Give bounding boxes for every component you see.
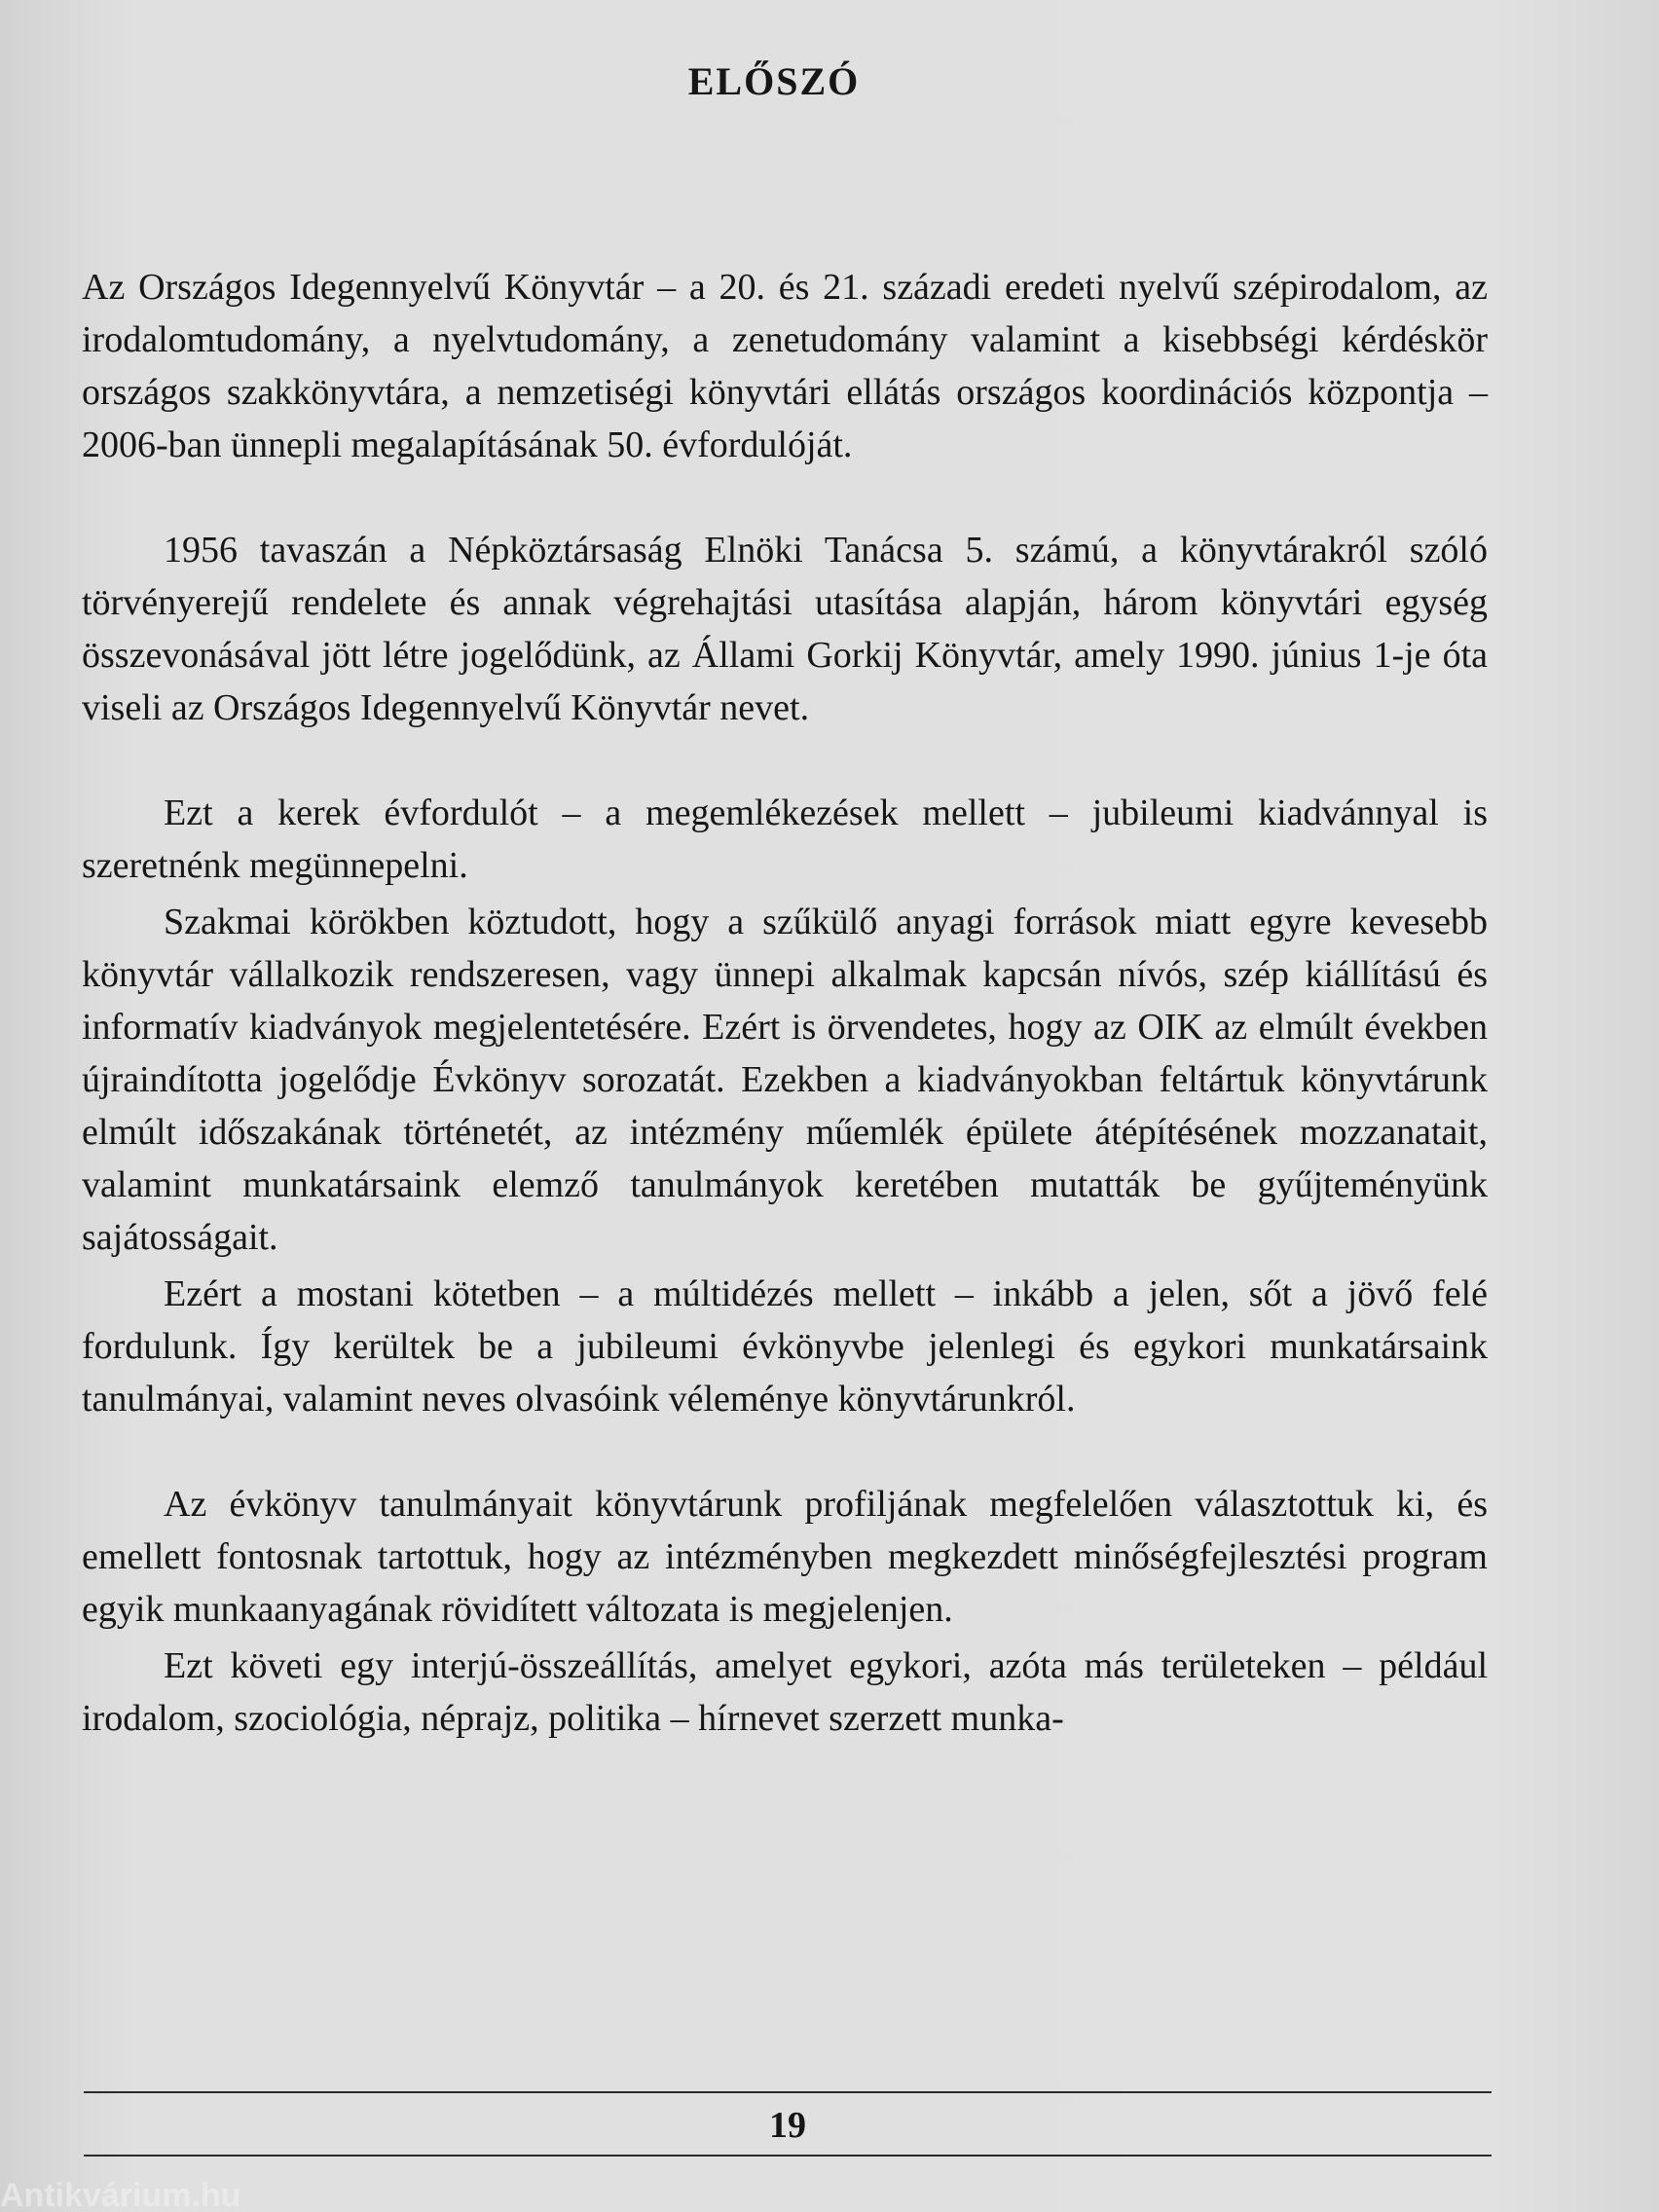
footer-rule-top [84, 2091, 1492, 2093]
page-number: 19 [769, 2105, 806, 2146]
paragraph-4: Szakmai körökben köztudott, hogy a szűkülő anyagi források miatt egyre kevesebb könyvtár vállalkozik rendszeresen, vagy ünnepi alkalmak kapcsán nívós, szép kiállítású és informatív kiadványok megjelentetésére. Ezért is örvendetes, hogy az OIK az elmúlt években újraindította jogelődje Évkönyv sorozatát. Ezekben a kiadványokban feltártuk könyvtárunk elmúlt időszakának történetét, az intézmény műemlék épülete átépítésének mozzanatait, valamint munkatársaink elemző tanulmányok keretében mutatták be gyűjteményünk sajátosságait. [82, 902, 1488, 1258]
paragraph-3: Ezt a kerek évfordulót – a megemlékezések mellett – jubileumi kiadvánnyal is szeretnénk megünnepelni. [82, 793, 1488, 886]
body-text [82, 261, 1488, 1745]
paragraph-1: Az Országos Idegennyelvű Könyvtár – a 20. és 21. századi eredeti nyelvű szépirodalom, az irodalomtudomány, a nyelvtudomány, a zenetudomány valamint a kisebbségi kérdéskör országos szakkönyvtára, a nemzetiségi könyvtári ellátás országos koordinációs központja – 2006-ban ünnepli megalapításának 50. évfordulóját. [82, 267, 1488, 465]
paragraph-7: Ezt követi egy interjú-összeállítás, amelyet egykori, azóta más területeken – például irodalom, szociológia, néprajz, politika – hírnevet szerzett munka- [82, 1645, 1488, 1739]
paragraph-2: 1956 tavaszán a Népköztársaság Elnöki Tanácsa 5. számú, a könyvtárakról szóló törvényerejű rendelete és annak végrehajtási utasítása alapján, három könyvtári egység összevonásával jött létre jogelődünk, az Állami Gorkij Könyvtár, amely 1990. június 1-je óta viseli az Országos Idegennyelvű Könyvtár nevet. [82, 530, 1488, 728]
watermark: Antikvárium.hu [0, 2177, 241, 2212]
paragraph-5: Ezért a mostani kötetben – a múltidézés mellett – inkább a jelen, sőt a jövő felé fordulunk. Így kerültek be a jubileumi évkönyvbe jelenlegi és egykori munkatársaink tanulmányai, valamint neves olvasóink véleménye könyvtárunkról. [82, 1273, 1488, 1419]
footer-rule-bottom [84, 2155, 1492, 2157]
paragraph-6: Az évkönyv tanulmányait könyvtárunk profiljának megfelelően választottuk ki, és emellett fontosnak tartottuk, hogy az intézményben megkezdett minőségfejlesztési program egyik munkaanyagának rövidített változata is megjelenjen. [82, 1484, 1488, 1630]
page-title: ELŐSZÓ [687, 59, 861, 103]
